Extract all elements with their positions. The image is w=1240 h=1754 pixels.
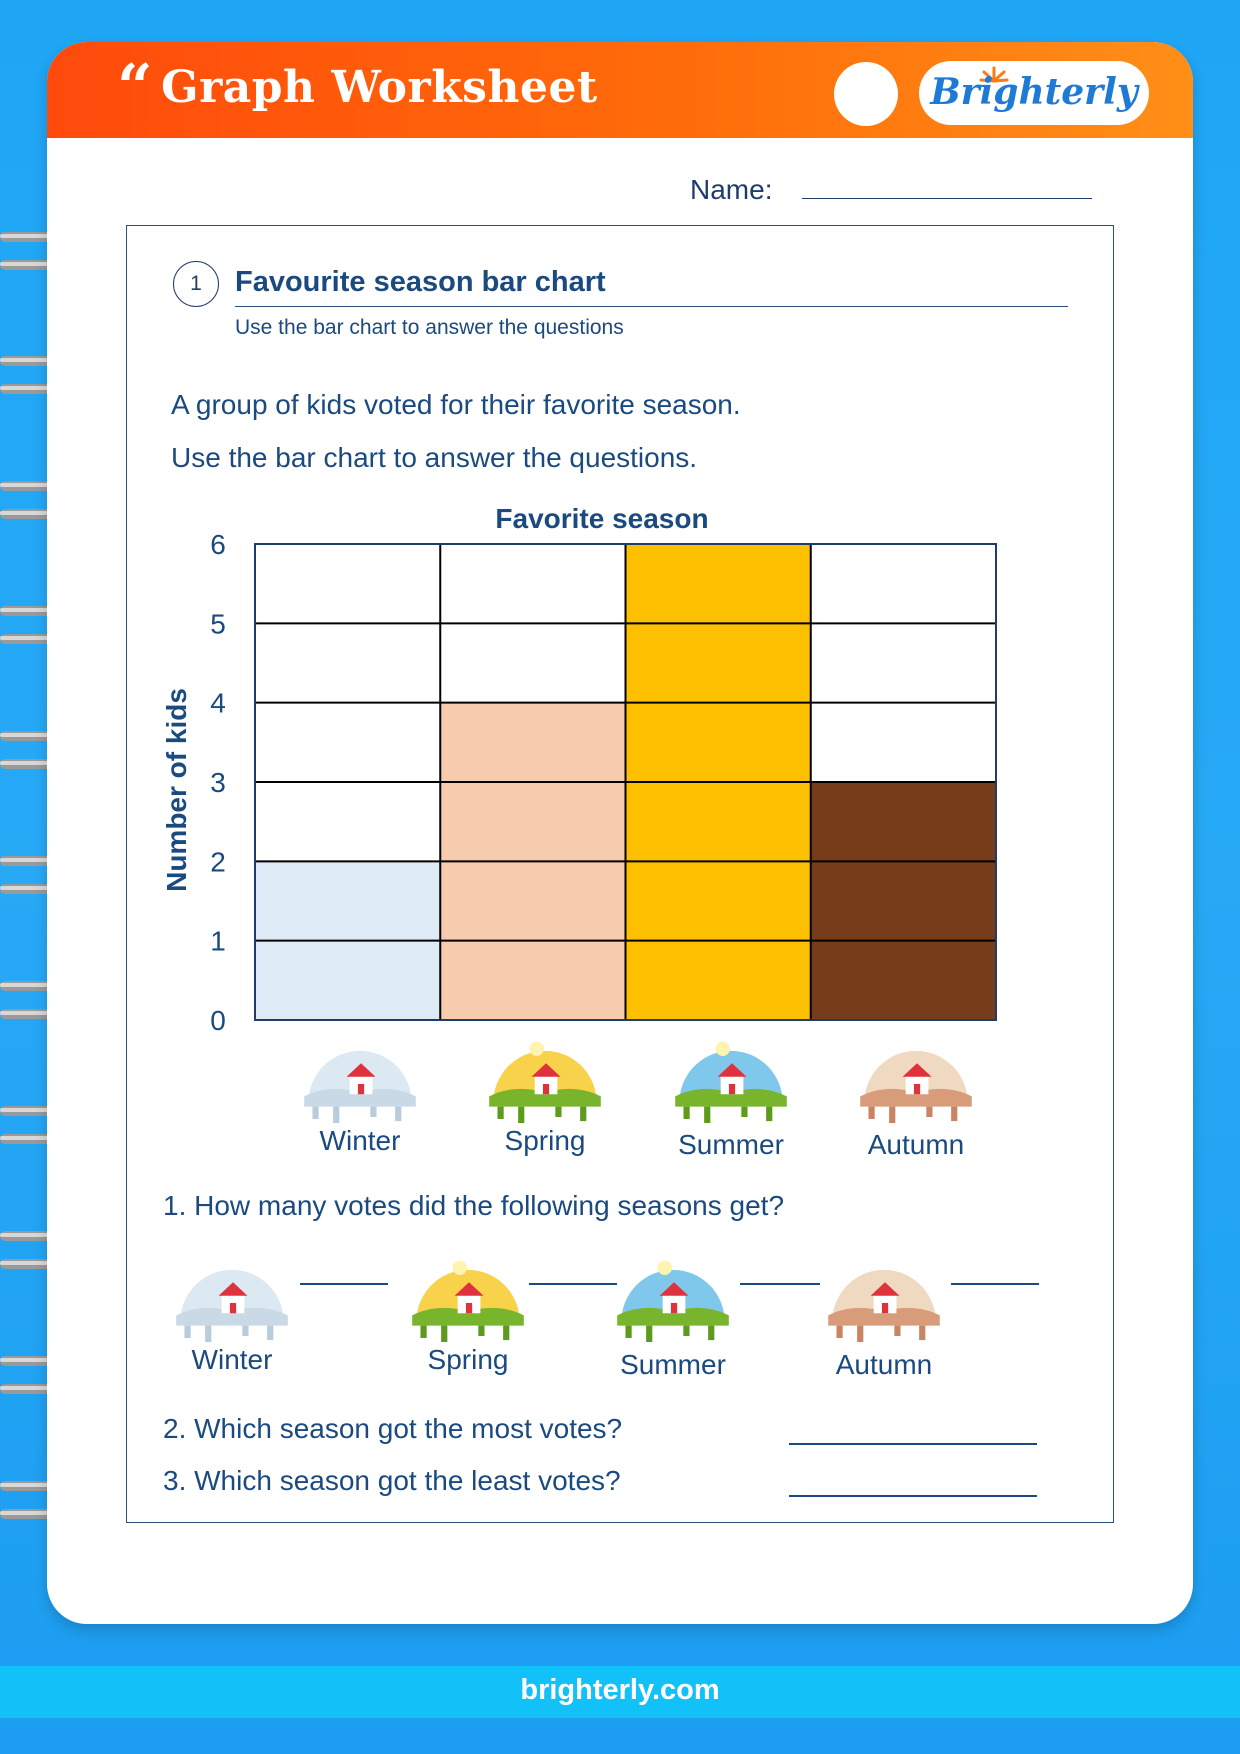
intro-line-1: A group of kids voted for their favorite season. bbox=[171, 389, 741, 420]
answer-line-least[interactable] bbox=[789, 1495, 1037, 1497]
y-tick-label: 2 bbox=[210, 846, 226, 878]
q1-season-label: Winter bbox=[191, 1344, 273, 1375]
chart-title: Favorite season bbox=[495, 503, 709, 534]
footer-band bbox=[0, 1666, 1240, 1718]
question-3: 3. Which season got the least votes? bbox=[163, 1465, 621, 1496]
summer-globe-icon bbox=[669, 1024, 793, 1123]
autumn-globe-icon bbox=[854, 1024, 978, 1123]
x-tick-label: Summer bbox=[678, 1129, 784, 1160]
winter-globe-icon bbox=[170, 1243, 294, 1342]
spring-globe-icon bbox=[483, 1024, 607, 1123]
q1-answer-line-summer[interactable] bbox=[740, 1283, 820, 1285]
worksheet-title: Graph Worksheet bbox=[161, 62, 598, 113]
winter-globe-icon bbox=[298, 1024, 422, 1123]
quote-mark: “ bbox=[117, 50, 153, 123]
logo-text: Brighterly bbox=[930, 71, 1138, 113]
y-axis-label: Number of kids bbox=[161, 688, 192, 892]
question-1: 1. How many votes did the following seasons get? bbox=[163, 1190, 785, 1221]
summer-globe-icon bbox=[611, 1243, 735, 1342]
y-tick-label: 4 bbox=[210, 687, 226, 719]
section-number: 1 bbox=[173, 261, 219, 307]
y-tick-label: 6 bbox=[210, 529, 226, 560]
bar-autumn bbox=[811, 782, 996, 1020]
autumn-globe-icon bbox=[822, 1243, 946, 1342]
q1-season-label: Spring bbox=[427, 1344, 509, 1375]
q1-answer-line-autumn[interactable] bbox=[951, 1283, 1039, 1285]
q1-season-label: Summer bbox=[620, 1349, 726, 1380]
spring-globe-icon bbox=[406, 1243, 530, 1342]
y-tick-label: 3 bbox=[210, 767, 226, 798]
intro-line-2: Use the bar chart to answer the questions. bbox=[171, 442, 698, 473]
name-label: Name: bbox=[690, 174, 773, 205]
q1-answer-line-spring[interactable] bbox=[529, 1283, 617, 1285]
question-2: 2. Which season got the most votes? bbox=[163, 1413, 623, 1444]
q1-season-label: Autumn bbox=[835, 1349, 933, 1380]
x-tick-label: Spring bbox=[504, 1125, 586, 1156]
y-tick-label: 5 bbox=[210, 608, 226, 640]
section-subtitle: Use the bar chart to answer the questions bbox=[235, 316, 624, 339]
y-tick-label: 1 bbox=[210, 925, 226, 957]
answer-line-most[interactable] bbox=[789, 1443, 1037, 1445]
x-tick-label: Winter bbox=[319, 1125, 401, 1156]
section-title: Favourite season bar chart bbox=[235, 266, 606, 298]
y-tick-label: 0 bbox=[210, 1005, 226, 1036]
footer-url: brighterly.com bbox=[520, 1674, 720, 1706]
x-tick-label: Autumn bbox=[867, 1129, 965, 1160]
q1-answer-line-winter[interactable] bbox=[300, 1283, 388, 1285]
